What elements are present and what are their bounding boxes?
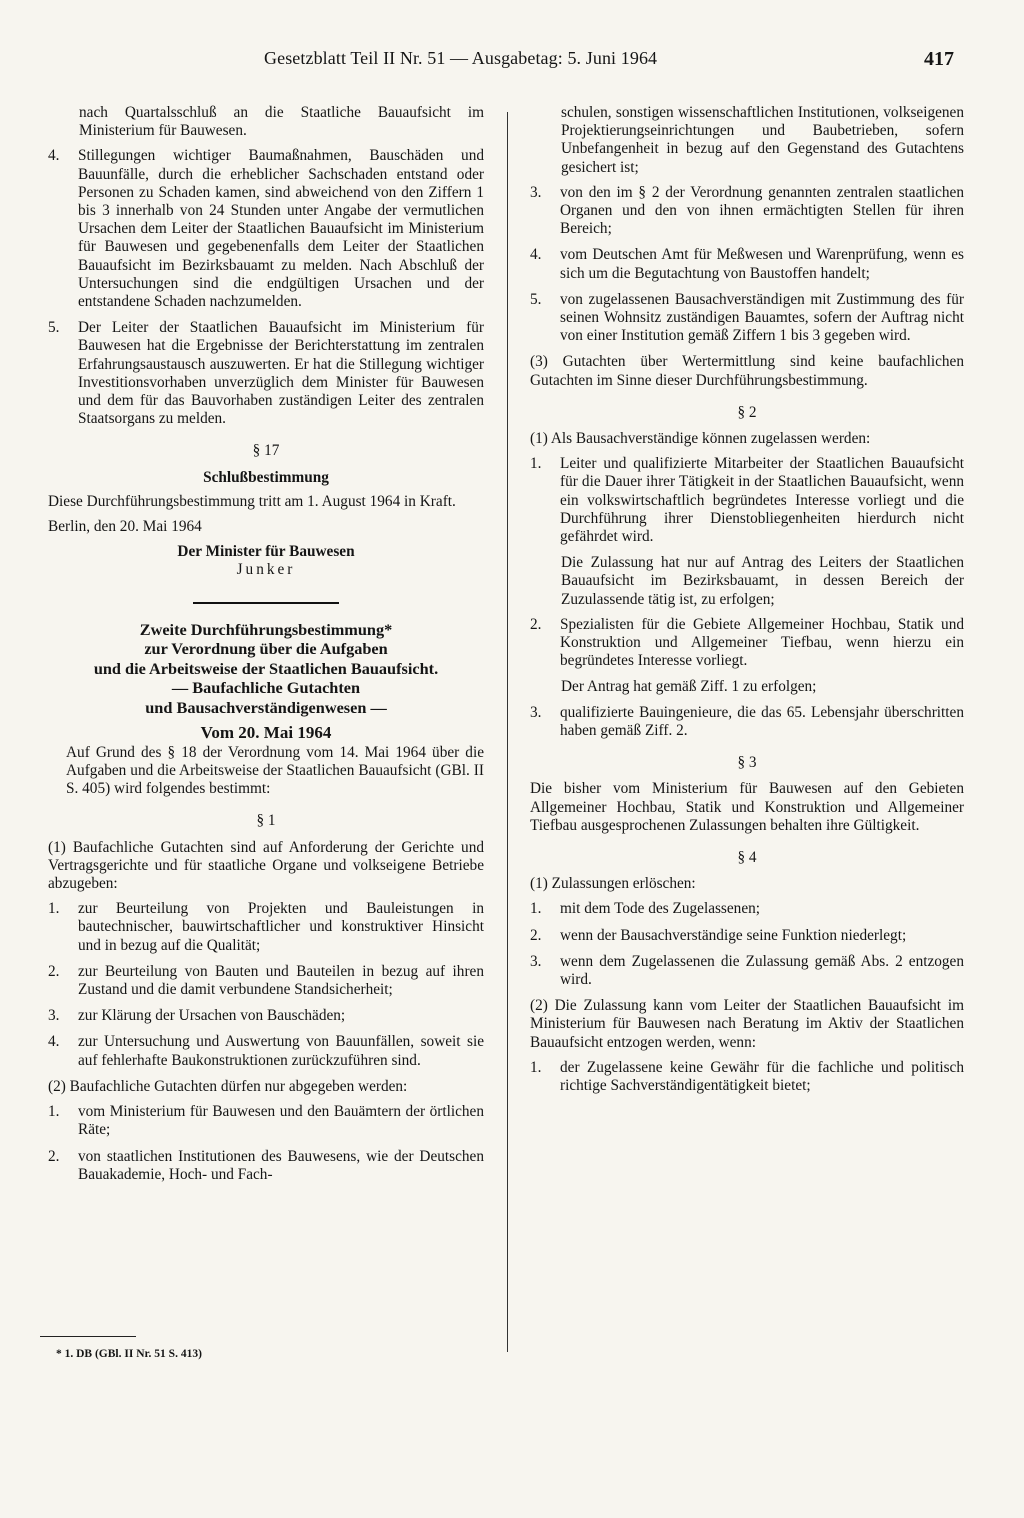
left-column	[48, 104, 484, 1192]
item-number: 1.	[530, 900, 542, 918]
right-continuation: schulen, sonstigen wissenschaftlichen Institutionen, volkseigenen Projektierungseinrichtungen und Baubetrieben, sofern Unbefangenheit in bezug auf den Gegenstand des Gutachtens gesichert ist;	[561, 104, 964, 176]
document-title-line: und die Arbeitsweise der Staatlichen Bauaufsicht.	[93, 658, 439, 678]
list-item	[530, 291, 964, 346]
item-number: 2.	[530, 615, 542, 633]
section-17-text: Diese Durchführungsbestimmung tritt am 1. August 1964 in Kraft.	[48, 492, 456, 510]
item-number: 3.	[530, 952, 542, 970]
section-1-paragraph-1: (1) Baufachliche Gutachten sind auf Anforderung der Gerichte und Vertragsgerichte und für staatliche Organe und volkseigene Betriebe abzugeben:	[48, 838, 484, 893]
section-2-item-1-note: Die Zulassung hat nur auf Antrag des Leiters der Staatlichen Bauaufsicht im Bezirksbauamt, in dessen Bereich der Zuzulassende tätig ist, zu erfolgen;	[561, 554, 964, 608]
item-number: 3.	[48, 1007, 60, 1025]
right-list	[530, 184, 964, 346]
footnote: * 1. DB (GBl. II Nr. 51 S. 413)	[56, 1348, 202, 1360]
footnote-rule	[40, 1336, 136, 1337]
section-2-sign: § 2	[737, 403, 757, 421]
item-number: 3.	[530, 183, 542, 201]
section-4-sign: § 4	[737, 848, 757, 866]
minister-name: Junker	[236, 561, 296, 579]
list-item	[530, 184, 964, 239]
section-3-text: Die bisher vom Ministerium für Bauwesen auf den Gebieten Allgemeiner Hochbau, Statik und Konstruktion und Allgemeiner Tiefbau ausgesprochenen Zulassungen behalten ihre Gültigkeit.	[530, 780, 964, 834]
page-number: 417	[924, 48, 954, 70]
item-number: 5.	[48, 319, 60, 337]
list-item	[48, 900, 484, 955]
list-item	[48, 1033, 484, 1069]
item-text: vom Ministerium für Bauwesen und den Bauämtern der örtlichen Räte;	[78, 1103, 484, 1139]
item-text: mit dem Tode des Zugelassenen;	[560, 900, 761, 918]
section-1-paragraph-2: (2) Baufachliche Gutachten dürfen nur abgegeben werden:	[48, 1077, 408, 1095]
list-item	[530, 246, 964, 282]
item-text: vom Deutschen Amt für Meßwesen und Warenprüfung, wenn es sich um die Begutachtung von Baustoffen handelt;	[560, 246, 964, 282]
item-number: 2.	[530, 926, 542, 944]
item-text: Der Leiter der Staatlichen Bauaufsicht im Ministerium für Bauwesen hat die Ergebnisse der Berichterstattung im zentralen Erfahrungsaustausch auszuwerten. Er hat die Stillegung wichtiger Investitionsvorhaben unverzüglich dem Minister für Bauwesen und dem für das Bauvorhaben zuständigen Leiter des zentralen Staatsorgans zu melden.	[78, 319, 484, 428]
section-1-list	[48, 900, 484, 1070]
item-text: wenn dem Zugelassenen die Zulassung gemäß Abs. 2 entzogen wird.	[560, 952, 964, 988]
list-item	[48, 1103, 484, 1139]
list-item	[530, 704, 964, 740]
list-item	[530, 900, 964, 918]
header-title: Gesetzblatt Teil II Nr. 51 — Ausgabetag: 5. Juni 1964	[264, 48, 658, 68]
item-number: 1.	[530, 455, 542, 473]
place-date: Berlin, den 20. Mai 1964	[48, 518, 202, 536]
item-text: der Zugelassene keine Gewähr für die fachliche und politisch richtige Sachverständigentätigkeit bietet;	[560, 1058, 964, 1094]
list-item	[530, 455, 964, 546]
list-item	[48, 1148, 484, 1184]
document-title-line: — Baufachliche Gutachten	[171, 678, 361, 698]
section-17-title: Schlußbestimmung	[203, 468, 329, 486]
section-rule	[193, 602, 339, 604]
list-item	[530, 927, 964, 945]
section-3-sign: § 3	[737, 754, 757, 772]
column-divider	[507, 112, 508, 1352]
item-text: zur Beurteilung von Bauten und Bauteilen in bezug auf ihren Zustand und die damit verbundene Standsicherheit;	[78, 962, 484, 999]
item-number: 3.	[530, 703, 542, 721]
item-text: von staatlichen Institutionen des Bauwesens, wie der Deutschen Bauakademie, Hoch- und Fach-	[78, 1147, 484, 1183]
document-title-line: Zweite Durchführungsbestimmung*	[139, 619, 393, 639]
item-text: wenn der Bausachverständige seine Funktion niederlegt;	[560, 926, 907, 944]
document-date: Vom 20. Mai 1964	[200, 722, 332, 742]
right-column	[530, 104, 964, 1103]
section-4-list	[530, 900, 964, 989]
list-item	[530, 953, 964, 989]
document-title-line: zur Verordnung über die Aufgaben	[144, 639, 388, 659]
item-text: Spezialisten für die Gebiete Allgemeiner Hochbau, Statik und Konstruktion und Allgemeiner Tiefbau, wenn hierzu ein begründetes Interesse vorliegt.	[560, 615, 964, 670]
list-item	[530, 1059, 964, 1095]
section-2-paragraph-1: (1) Als Bausachverständige können zugelassen werden:	[530, 430, 871, 448]
section-2-item-2-note: Der Antrag hat gemäß Ziff. 1 zu erfolgen;	[561, 678, 817, 696]
document-title	[48, 620, 484, 718]
item-number: 4.	[48, 1033, 60, 1051]
paragraph-3: (3) Gutachten über Wertermittlung sind keine baufachlichen Gutachten im Sinne dieser Durchführungsbestimmung.	[530, 353, 964, 389]
item-text: zur Beurteilung von Projekten und Bauleistungen in bautechnischer, bauwirtschaftlicher und konstruktiver Hinsicht und in bezug auf die Qualität;	[78, 900, 484, 954]
section-4-paragraph-1: (1) Zulassungen erlöschen:	[530, 875, 696, 893]
section-4-list-2	[530, 1059, 964, 1095]
list-item	[48, 1007, 484, 1025]
item-text: qualifizierte Bauingenieure, die das 65. Lebensjahr überschritten haben gemäß Ziff. 2.	[560, 703, 964, 739]
item-text: zur Klärung der Ursachen von Bauschäden;	[78, 1007, 346, 1025]
section-1-list-2	[48, 1103, 484, 1184]
section-1-sign: § 1	[256, 812, 276, 830]
item-text: von zugelassenen Bausachverständigen mit Zustimmung des für seinen Wohnsitz zuständigen Bauamtes, sofern der Auftrag nicht von einer Institution gemäß Ziffern 1 bis 3 gegeben wird.	[560, 290, 964, 345]
page-header	[0, 46, 1024, 80]
item-text: zur Untersuchung und Auswertung von Bauunfällen, soweit sie auf fehlerhafte Baukonstruktionen zurückzuführen sind.	[78, 1033, 484, 1069]
list-item	[48, 963, 484, 999]
item-number: 5.	[530, 290, 542, 308]
item-number: 4.	[530, 246, 542, 264]
section-17-sign: § 17	[252, 442, 280, 460]
left-intro: nach Quartalsschluß an die Staatliche Bauaufsicht im Ministerium für Bauwesen.	[79, 104, 484, 140]
item-number: 4.	[48, 147, 60, 165]
item-text: Leiter und qualifizierte Mitarbeiter der Staatlichen Bauaufsicht für die Dauer ihrer Tätigkeit in der Staatlichen Bauaufsicht, wenn ein volkswirtschaftlich begründetes Interesse vorliegt und die Durchführung ihrer Dienstobliegenheiten hierdurch nicht gefährdet wird.	[560, 455, 964, 546]
list-item	[48, 319, 484, 428]
list-item	[48, 147, 484, 311]
section-4-paragraph-2: (2) Die Zulassung kann vom Leiter der Staatlichen Bauaufsicht im Ministerium für Bauwesen nach Beratung im Aktiv der Staatlichen Bauaufsicht entzogen werden, wenn:	[530, 997, 964, 1051]
document-title-line: und Bausachverständigenwesen —	[145, 698, 387, 718]
item-number: 1.	[530, 1058, 542, 1076]
preamble: Auf Grund des § 18 der Verordnung vom 14. Mai 1964 über die Aufgaben und die Arbeitsweise der Staatlichen Bauaufsicht (GBl. II S. 405) wird folgendes bestimmt:	[66, 743, 484, 798]
item-number: 2.	[48, 962, 60, 980]
item-text: Stillegungen wichtiger Baumaßnahmen, Bauschäden und Bauunfälle, durch die erheblicher Sachschaden entstand oder Personen zu Schaden kamen, sind abweichend von den Ziffern 1 bis 3 innerhalb von 24 Stunden unter Angabe der vermutlichen Ursachen dem Leiter der Staatlichen Bauaufsicht im Ministerium für Bauwesen und gegebenenfalls dem Leiter der Staatlichen Bauaufsicht im Bezirksbauamt zu melden. Nach Abschluß der Untersuchungen sind die endgültigen Ursachen und der entstandene Schaden nachzumelden.	[78, 147, 484, 311]
item-number: 1.	[48, 900, 60, 918]
item-number: 1.	[48, 1103, 60, 1121]
minister-title: Der Minister für Bauwesen	[177, 543, 355, 561]
item-text: von den im § 2 der Verordnung genannten zentralen staatlichen Organen und den von ihnen ermächtigten Stellen für ihren Bereich;	[560, 183, 964, 238]
item-number: 2.	[48, 1147, 60, 1165]
list-item	[530, 616, 964, 671]
